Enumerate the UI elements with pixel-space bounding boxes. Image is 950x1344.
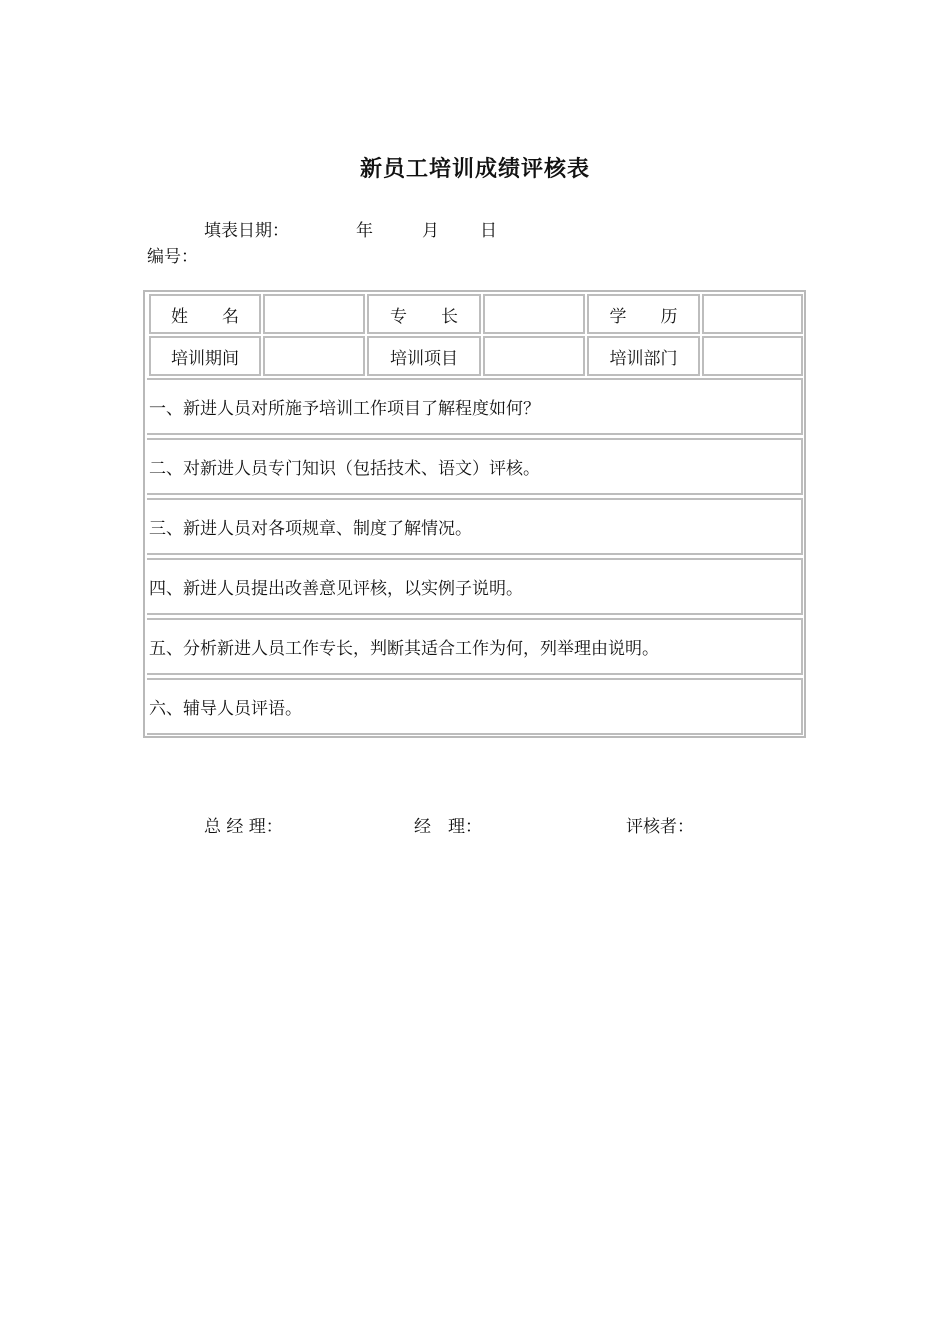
question-text: 四、新进人员提出改善意见评核，以实例子说明。 xyxy=(149,579,523,599)
question-text: 五、分析新进人员工作专长，判断其适合工作为何，列举理由说明。 xyxy=(149,639,659,659)
department-field[interactable] xyxy=(702,336,803,376)
department-label: 培训部门 xyxy=(609,348,678,369)
specialty-field[interactable] xyxy=(483,294,585,334)
specialty-label-cell xyxy=(367,294,481,334)
specialty-label: 专 长 xyxy=(390,306,458,327)
name-label-cell xyxy=(149,294,261,334)
period-label: 培训期间 xyxy=(171,348,239,369)
question-row-6[interactable] xyxy=(147,678,803,735)
manager-signature-label: 经 理： xyxy=(414,817,482,837)
evaluation-form xyxy=(143,290,806,738)
question-text: 六、辅导人员评语。 xyxy=(149,699,302,719)
fill-date-label: 填表日期： xyxy=(204,221,289,241)
question-text: 三、新进人员对各项规章、制度了解情况。 xyxy=(149,519,472,539)
department-label-cell xyxy=(587,336,700,376)
reviewer-signature-label: 评核者： xyxy=(626,817,694,837)
number-label: 编号： xyxy=(147,247,198,267)
question-row-3[interactable] xyxy=(147,498,803,555)
education-field[interactable] xyxy=(702,294,803,334)
question-row-4[interactable] xyxy=(147,558,803,615)
period-label-cell xyxy=(149,336,261,376)
question-text: 二、对新进人员专门知识（包括技术、语文）评核。 xyxy=(149,459,540,479)
question-row-5[interactable] xyxy=(147,618,803,675)
project-label-cell xyxy=(367,336,481,376)
question-row-1[interactable] xyxy=(147,378,803,435)
question-row-2[interactable] xyxy=(147,438,803,495)
general-manager-signature-label: 总 经 理： xyxy=(204,817,283,837)
education-label-cell xyxy=(587,294,700,334)
name-field[interactable] xyxy=(263,294,365,334)
period-field[interactable] xyxy=(263,336,365,376)
education-label: 学 历 xyxy=(609,306,678,327)
page-title: 新员工培训成绩评核表 xyxy=(359,156,590,182)
question-text: 一、新进人员对所施予培训工作项目了解程度如何？ xyxy=(149,399,540,419)
project-field[interactable] xyxy=(483,336,585,376)
day-label: 日 xyxy=(480,221,497,241)
fill-date-line xyxy=(204,216,497,241)
name-label: 姓 名 xyxy=(171,306,239,327)
month-label: 月 xyxy=(422,221,439,241)
project-label: 培训项目 xyxy=(390,348,458,369)
year-label: 年 xyxy=(356,221,373,241)
